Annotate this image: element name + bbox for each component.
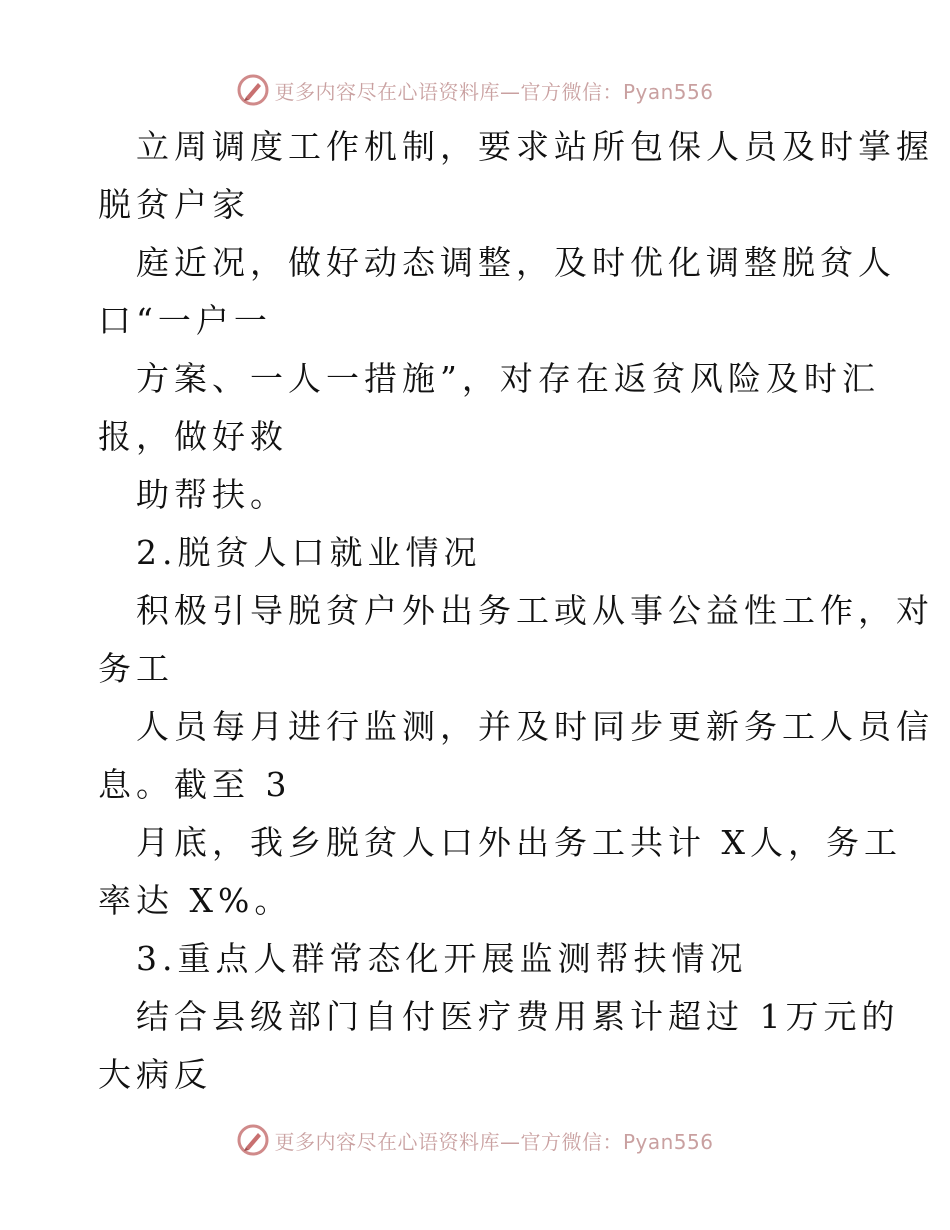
text-line: 积极引导脱贫户外出务工或从事公益性工作，对 xyxy=(136,591,934,630)
section-heading: 3.重点人群常态化开展监测帮扶情况 xyxy=(136,939,748,978)
text-line: 大病反 xyxy=(98,1055,212,1094)
text-line: 口“一户一 xyxy=(98,301,272,340)
text-line: 月底，我乡脱贫人口外出务工共计 X人，务工 xyxy=(136,823,902,862)
text-line: 庭近况，做好动态调整，及时优化调整脱贫人 xyxy=(136,243,896,282)
document-body xyxy=(98,118,934,1104)
text-line: 结合县级部门自付医疗费用累计超过 1万元的 xyxy=(136,997,900,1036)
watermark-text: 更多内容尽在心语资料库—官方微信：Pyan556 xyxy=(274,79,714,104)
text-line: 人员每月进行监测，并及时同步更新务工人员信 xyxy=(136,707,934,746)
footer-watermark xyxy=(0,1120,950,1160)
section-heading: 2.脱贫人口就业情况 xyxy=(136,533,482,572)
text-line: 务工 xyxy=(98,649,174,688)
pen-logo-icon xyxy=(236,73,270,107)
text-line: 立周调度工作机制，要求站所包保人员及时掌握 xyxy=(136,127,934,166)
header-watermark xyxy=(0,70,950,110)
text-line: 方案、一人一措施”，对存在返贫风险及时汇 xyxy=(136,359,880,398)
text-line: 脱贫户家 xyxy=(98,185,250,224)
text-line: 息。截至 3 xyxy=(98,765,292,804)
watermark-text: 更多内容尽在心语资料库—官方微信：Pyan556 xyxy=(274,1129,714,1154)
text-line: 率达 X%。 xyxy=(98,881,293,920)
text-line: 助帮扶。 xyxy=(136,475,288,514)
pen-logo-icon xyxy=(236,1123,270,1157)
text-line: 报，做好救 xyxy=(98,417,288,456)
